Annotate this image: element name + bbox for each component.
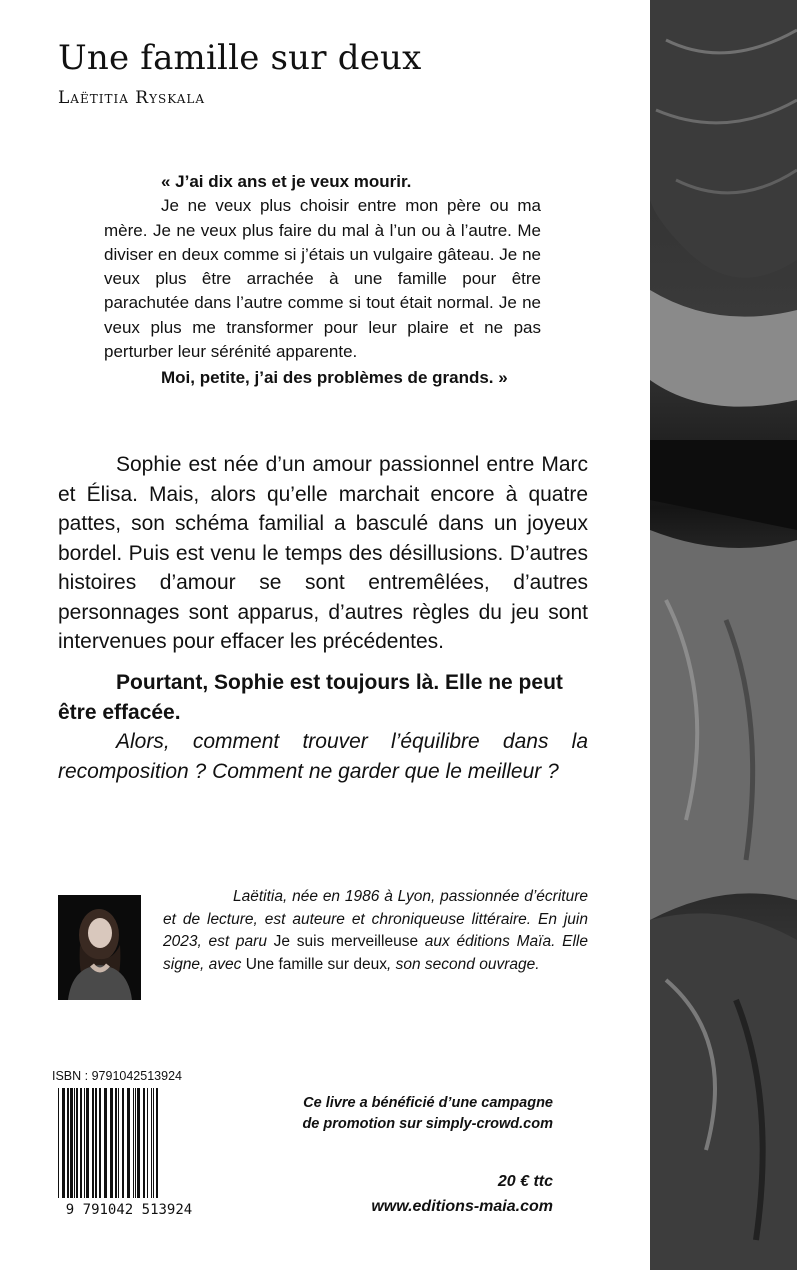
highlight-italic: Alors, comment trouver l’équilibre dans la recomposition ? Comment ne garder que le meilleur ? (58, 730, 588, 783)
isbn-barcode (48, 1088, 210, 1218)
barcode-bar (84, 1088, 85, 1198)
barcode-digits: 9 791042 513924 (65, 1202, 193, 1218)
barcode-bar (137, 1088, 140, 1198)
quote-closing: Moi, petite, j’ai des problèmes de grands. » (161, 368, 508, 388)
barcode-bar (86, 1088, 89, 1198)
barcode-bar (153, 1088, 154, 1198)
bio-text-3: , son second ouvrage. (387, 956, 540, 974)
synopsis-paragraph: Sophie est née d’un amour passionnel entre Marc et Élisa. Mais, alors qu’elle marchait encore à quatre pattes, son schéma familial a basculé dans un joyeux bordel. Puis est venu le temps des désillusions. D’autres histoires d’amour se sont entremêlées, d’autres personnages sont apparus, d’autres règles du jeu sont intervenues pour effacer les précédentes. (58, 453, 588, 653)
barcode-bar (92, 1088, 94, 1198)
barcode-bar (127, 1088, 130, 1198)
barcode-bar (95, 1088, 97, 1198)
barcode-bar (104, 1088, 107, 1198)
barcode-bar (115, 1088, 117, 1198)
barcode-bar (76, 1088, 78, 1198)
quote-body: Je ne veux plus choisir entre mon père ou ma mère. Je ne veux plus faire du mal à l’un ou à l’autre. Me diviser en deux comme si j’étais un vulgaire gâteau. Je ne veux plus être arrachée à une famille pour être parachutée dans l’autre comme si tout était normal. Je ne veux plus me transformer pour leur plaire et ne pas perturber leur sérénité apparente. (104, 196, 541, 362)
jacket-photo (646, 0, 797, 1270)
barcode-bar (58, 1088, 59, 1198)
barcode-bar (151, 1088, 152, 1198)
book-author: Laëtitia Ryskala (58, 88, 205, 108)
book-title: Une famille sur deux (58, 38, 422, 78)
barcode-bar (67, 1088, 69, 1198)
highlight-bold: Pourtant, Sophie est toujours là. Elle ne peut être effacée. (58, 671, 563, 724)
bio-book-2: Une famille sur deux (245, 956, 388, 974)
barcode-bar (133, 1088, 134, 1198)
promo-line-1: Ce livre a bénéficié d’une campagne (303, 1095, 553, 1111)
barcode-bar (99, 1088, 101, 1198)
barcode-bar (156, 1088, 158, 1198)
author-portrait (58, 895, 141, 1000)
barcode-bar (122, 1088, 124, 1198)
promo-note (280, 1093, 553, 1135)
bio-text-2: aux éditions Maïa. Elle signe, avec (163, 933, 588, 974)
price: 20 € ttc (497, 1173, 553, 1190)
author-bio (163, 886, 588, 977)
barcode-bar (118, 1088, 119, 1198)
barcode-bar (143, 1088, 145, 1198)
barcode-bar (70, 1088, 73, 1198)
barcode-bar (135, 1088, 136, 1198)
barcode-bar (147, 1088, 148, 1198)
quote-opening: « J’ai dix ans et je veux mourir. (161, 172, 412, 191)
cover-photo-band (646, 0, 797, 1270)
barcode-bar (62, 1088, 65, 1198)
barcode-bar (80, 1088, 82, 1198)
excerpt-quote (104, 170, 541, 391)
highlight-block (58, 668, 588, 786)
promo-line-2: de promotion sur simply-crowd.com (302, 1116, 553, 1132)
bio-text-1: Laëtitia, née en 1986 à Lyon, passionnée d’écriture et de lecture, est auteure et chroniqueuse littéraire. En juin 2023, est paru (163, 888, 588, 951)
barcode-bar (110, 1088, 113, 1198)
publisher-website: www.editions-maia.com (371, 1198, 553, 1215)
isbn-label: ISBN : 9791042513924 (52, 1069, 182, 1083)
barcode-bar (74, 1088, 75, 1198)
bio-book-1: Je suis merveilleuse (273, 933, 419, 951)
